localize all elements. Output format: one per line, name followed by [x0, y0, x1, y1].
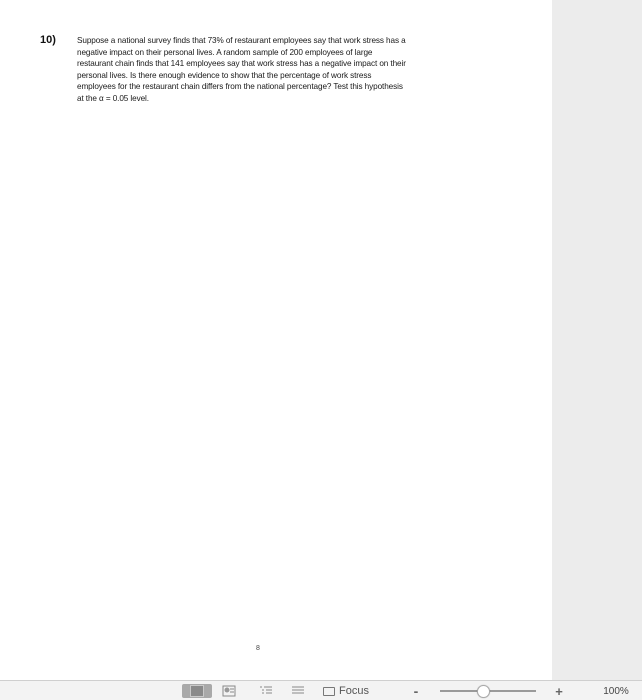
- question-text[interactable]: [77, 35, 495, 105]
- outline-view-button[interactable]: [258, 684, 274, 698]
- print-layout-view-button[interactable]: [182, 684, 212, 698]
- page-number: 8: [256, 645, 260, 652]
- status-bar: [0, 680, 642, 700]
- zoom-level[interactable]: 100%: [603, 685, 629, 697]
- zoom-out-button[interactable]: -: [413, 683, 419, 699]
- question-line: personal lives. Is there enough evidence to show that the percentage of work stress: [77, 70, 372, 80]
- question-line: negative impact on their personal lives. A random sample of 200 employees of large: [77, 47, 373, 57]
- zoom-in-button[interactable]: +: [555, 683, 563, 699]
- print-layout-icon: [190, 685, 204, 697]
- focus-label: Focus: [339, 685, 369, 697]
- canvas-margin: [552, 0, 642, 680]
- focus-icon: [323, 687, 335, 696]
- zoom-slider-thumb[interactable]: [477, 685, 490, 698]
- focus-button[interactable]: [323, 684, 383, 698]
- question-line: at the α = 0.05 level.: [77, 93, 149, 103]
- question-line: employees for the restaurant chain differs from the national percentage? Test this hypothesis: [77, 82, 403, 92]
- web-layout-view-button[interactable]: [220, 684, 238, 698]
- question-line: Suppose a national survey finds that 73% of restaurant employees say that work stress has a: [77, 36, 406, 45]
- draft-view-button[interactable]: [290, 684, 306, 698]
- web-layout-icon: [222, 685, 236, 697]
- question-number: 10): [40, 34, 56, 46]
- question-line: restaurant chain finds that 141 employees say that work stress has a negative impact on their: [77, 59, 406, 69]
- outline-icon: [260, 686, 272, 696]
- draft-icon: [292, 686, 304, 696]
